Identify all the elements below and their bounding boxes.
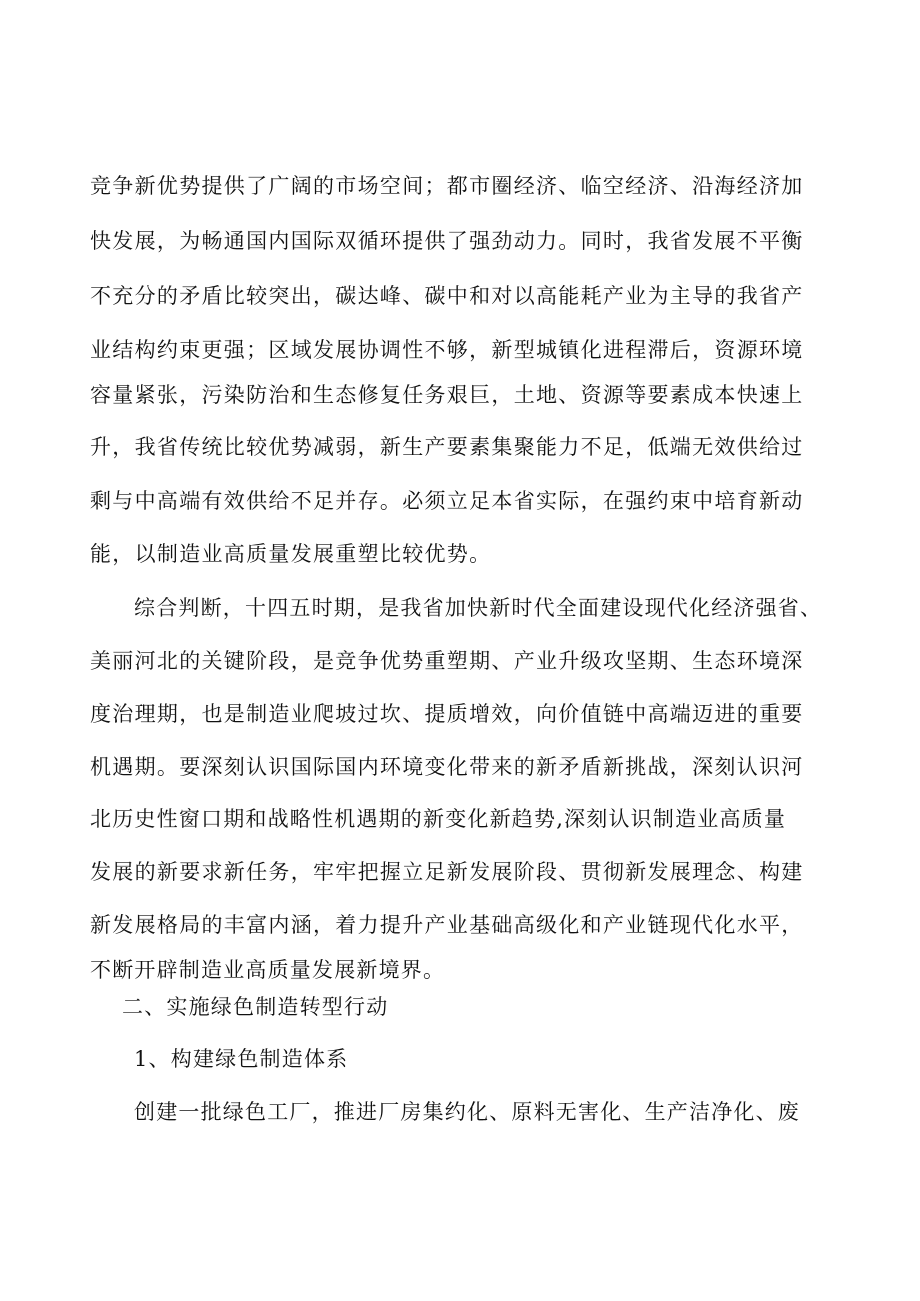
paragraph-line: 业结构约束更强；区域发展协调性不够，新型城镇化进程滞后，资源环境 [90,338,804,362]
paragraph-line: 发展的新要求新任务，牢牢把握立足新发展阶段、贯彻新发展理念、构建 [90,860,804,884]
paragraph-line: 快发展，为畅通国内国际双循环提供了强劲动力。同时，我省发展不平衡 [90,229,804,253]
paragraph-line-indented: 综合判断，十四五时期，是我省加快新时代全面建设现代化经济强省、 [134,596,823,620]
paragraph-line: 新发展格局的丰富内涵，着力提升产业基础高级化和产业链现代化水平， [90,913,804,937]
paragraph-line: 北历史性窗口期和战略性机遇期的新变化新趋势,深刻认识制造业高质量 [90,807,787,831]
paragraph-line: 竞争新优势提供了广阔的市场空间；都市圈经济、临空经济、沿海经济加 [90,174,804,198]
paragraph-line: 不充分的矛盾比较突出，碳达峰、碳中和对以高能耗产业为主导的我省产 [90,284,804,308]
paragraph-line: 剩与中高端有效供给不足并存。必须立足本省实际，在强约束中培育新动 [90,489,804,513]
paragraph-line: 容量紧张，污染防治和生态修复任务艰巨，土地、资源等要素成本快速上 [90,383,804,407]
paragraph-line: 能，以制造业高质量发展重塑比较优势。 [90,542,492,566]
section-heading: 二、实施绿色制造转型行动 [122,995,389,1019]
paragraph-line: 机遇期。要深刻认识国际国内环境变化带来的新矛盾新挑战，深刻认识河 [90,755,804,779]
paragraph-line: 升，我省传统比较优势减弱，新生产要素集聚能力不足，低端无效供给过 [90,435,804,459]
paragraph-line: 度治理期，也是制造业爬坡过坎、提质增效，向价值链中高端迈进的重要 [90,702,804,726]
paragraph-line: 不断开辟制造业高质量发展新境界。 [90,958,446,982]
subsection-heading: 1、构建绿色制造体系 [134,1047,349,1071]
paragraph-line: 美丽河北的关键阶段，是竞争优势重塑期、产业升级攻坚期、生态环境深 [90,649,804,673]
paragraph-line-indented: 创建一批绿色工厂，推进厂房集约化、原料无害化、生产洁净化、废 [134,1100,800,1124]
